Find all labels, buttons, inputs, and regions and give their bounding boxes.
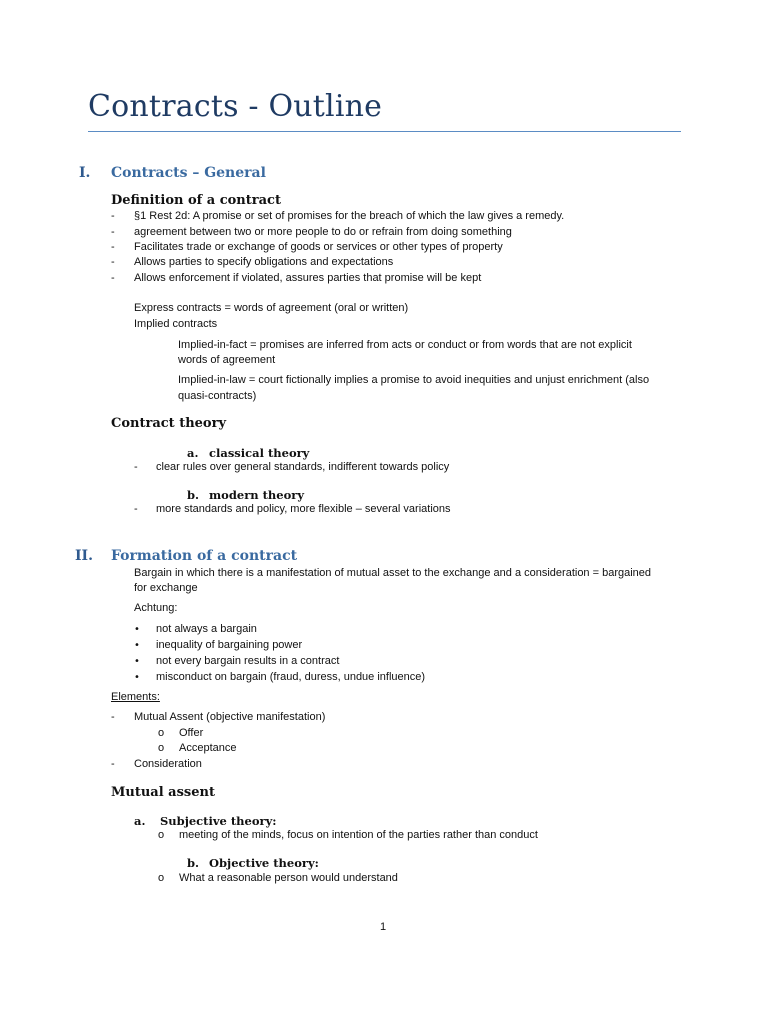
paragraph: for exchange	[134, 582, 198, 594]
sub-subheading: classical theory	[209, 446, 310, 460]
subheading: Mutual assent	[111, 785, 215, 800]
dash-marker: -	[111, 272, 115, 284]
section-title: Formation of a contract	[111, 548, 298, 564]
sub-subheading: Subjective theory:	[160, 814, 277, 828]
letter-label: b.	[187, 856, 200, 870]
circle-marker: o	[158, 742, 165, 754]
dash-marker: -	[134, 461, 138, 473]
list-item: Offer	[179, 727, 204, 739]
letter-label: b.	[187, 488, 200, 502]
list-item: What a reasonable person would understand	[179, 872, 398, 884]
list-item: Mutual Assent (objective manifestation)	[134, 711, 326, 723]
list-item: not every bargain results in a contract	[156, 655, 340, 667]
list-item: clear rules over general standards, indifferent towards policy	[156, 461, 450, 473]
paragraph: words of agreement	[178, 354, 276, 366]
dash-marker: -	[111, 256, 115, 268]
list-item: more standards and policy, more flexible – several variations	[156, 503, 451, 515]
circle-marker: o	[158, 829, 165, 841]
section-number: II.	[75, 548, 93, 564]
elements-label: Elements:	[111, 691, 160, 703]
bullet-icon: •	[134, 640, 140, 651]
section-title: Contracts – General	[111, 165, 266, 181]
dash-marker: -	[111, 241, 115, 253]
paragraph: Implied-in-law = court fictionally implies a promise to avoid inequities and unjust enrichment (also	[178, 374, 650, 386]
dash-marker: -	[111, 758, 115, 770]
bullet-icon: •	[134, 624, 140, 635]
section-number: I.	[79, 165, 91, 181]
list-item: misconduct on bargain (fraud, duress, undue influence)	[156, 671, 426, 683]
page-number: 1	[380, 921, 387, 933]
paragraph: Express contracts = words of agreement (oral or written)	[134, 302, 409, 314]
dash-marker: -	[111, 226, 115, 238]
paragraph: quasi-contracts)	[178, 390, 257, 402]
bullet-icon: •	[134, 656, 140, 667]
sub-subheading: modern theory	[209, 488, 305, 502]
dash-marker: -	[111, 210, 115, 222]
circle-marker: o	[158, 872, 165, 884]
list-item: agreement between two or more people to do or refrain from doing something	[134, 226, 512, 238]
list-item: §1 Rest 2d: A promise or set of promises for the breach of which the law gives a remedy.	[134, 210, 565, 222]
paragraph: Implied-in-fact = promises are inferred from acts or conduct or from words that are not explicit	[178, 339, 632, 351]
paragraph: Bargain in which there is a manifestation of mutual asset to the exchange and a consideration = bargained	[134, 567, 652, 579]
list-item: Allows parties to specify obligations and expectations	[134, 256, 394, 268]
bullet-icon: •	[134, 672, 140, 683]
list-item: Facilitates trade or exchange of goods or services or other types of property	[134, 241, 503, 253]
subheading: Definition of a contract	[111, 193, 281, 208]
letter-label: a.	[187, 446, 199, 460]
list-item: Consideration	[134, 758, 202, 770]
list-item: meeting of the minds, focus on intention of the parties rather than conduct	[179, 829, 538, 841]
dash-marker: -	[111, 711, 115, 723]
list-item: Acceptance	[179, 742, 237, 754]
sub-subheading: Objective theory:	[209, 856, 319, 870]
subheading: Contract theory	[111, 416, 226, 431]
label: Achtung:	[134, 602, 178, 614]
title-rule	[88, 131, 681, 132]
list-item: not always a bargain	[156, 623, 257, 635]
list-item: inequality of bargaining power	[156, 639, 303, 651]
page-title: Contracts - Outline	[88, 89, 383, 124]
letter-label: a.	[134, 814, 146, 828]
list-item: Allows enforcement if violated, assures parties that promise will be kept	[134, 272, 482, 284]
circle-marker: o	[158, 727, 165, 739]
paragraph: Implied contracts	[134, 318, 218, 330]
dash-marker: -	[134, 503, 138, 515]
